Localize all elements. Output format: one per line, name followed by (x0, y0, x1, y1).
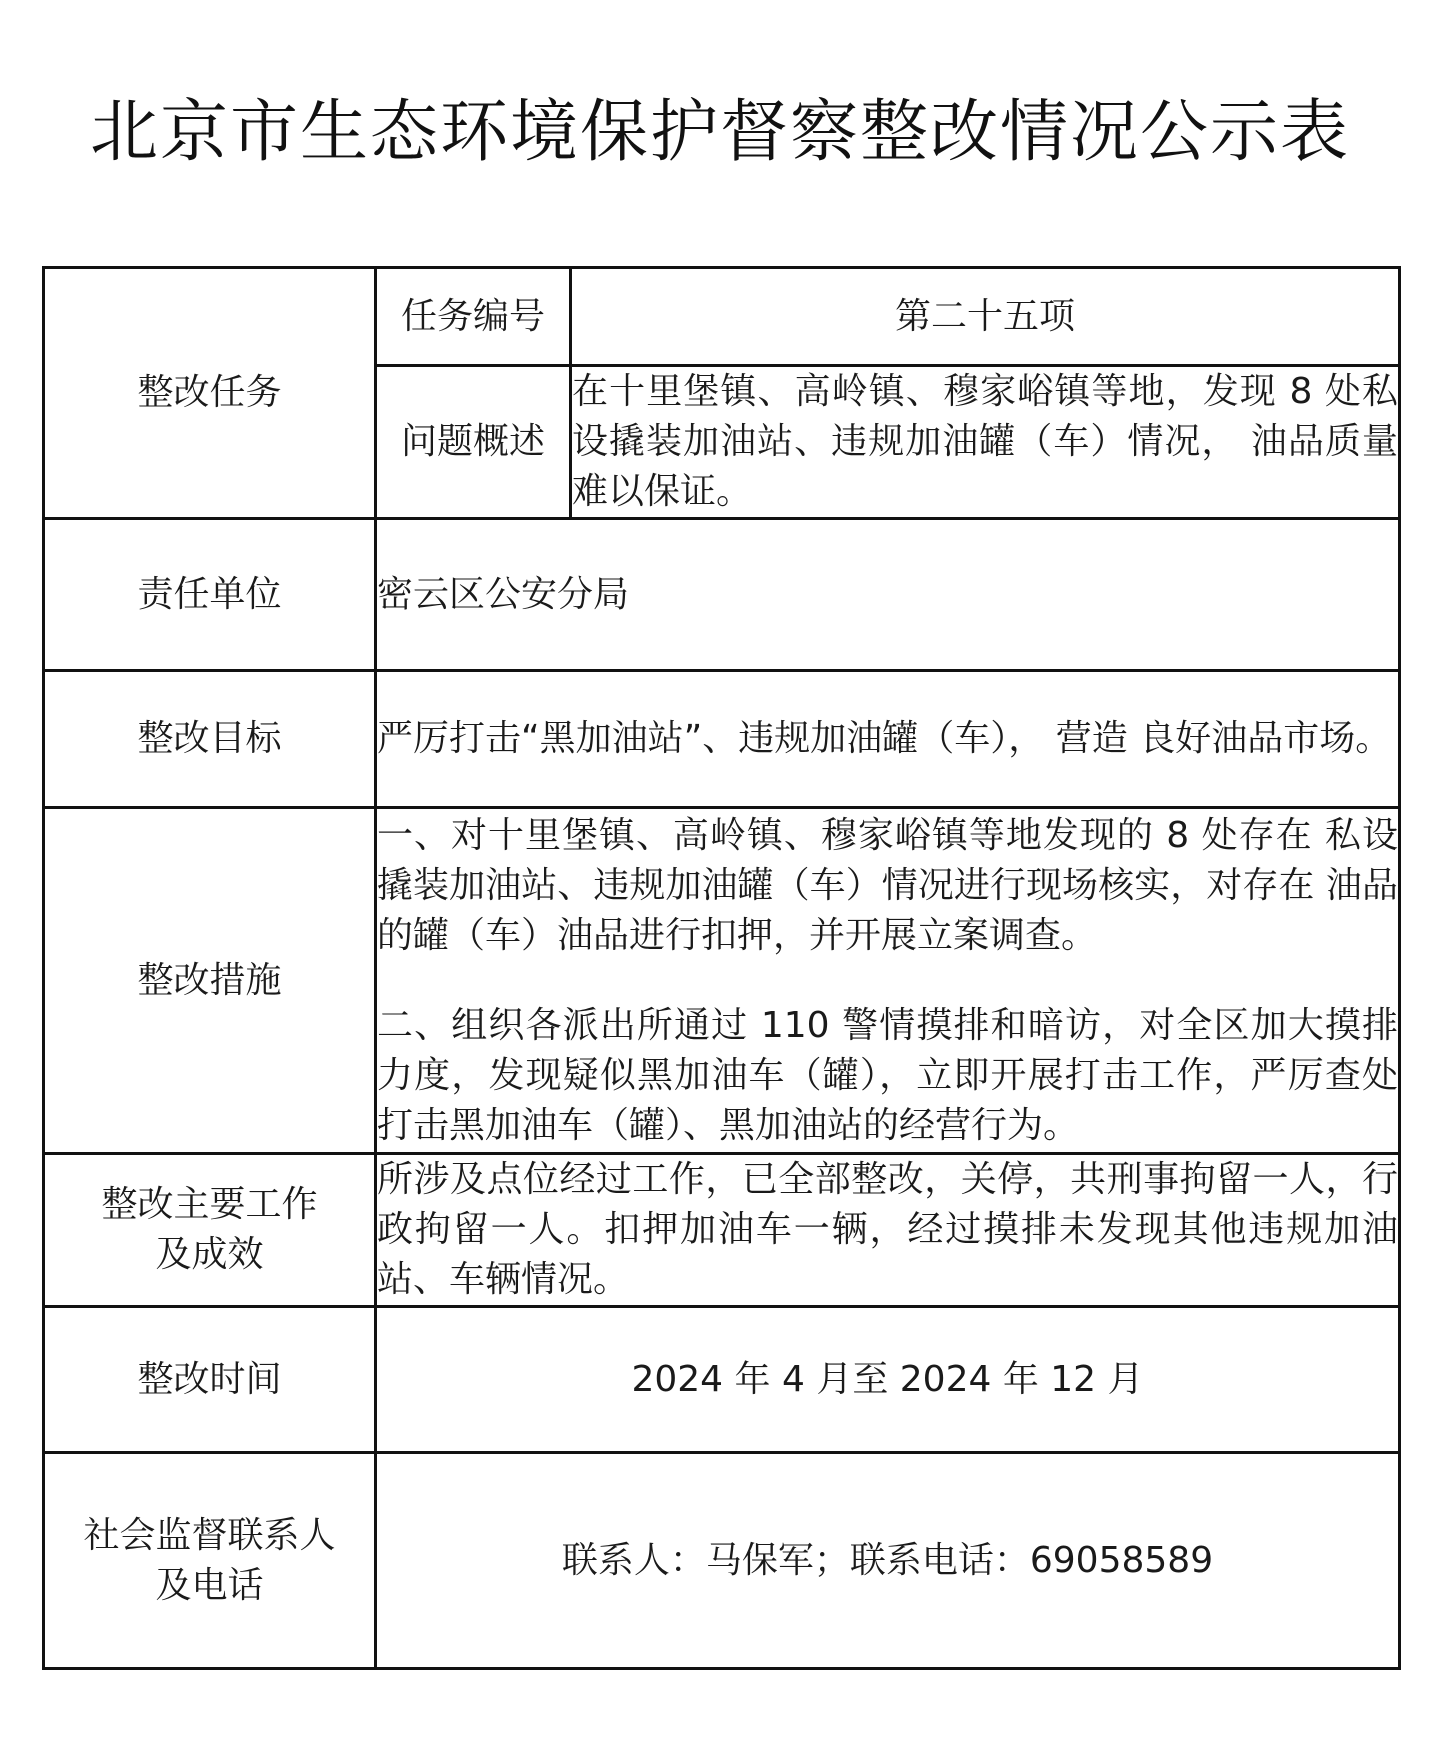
task-label: 整改任务 (44, 268, 376, 519)
summary-value: 在十里堡镇、高岭镇、穆家峪镇等地，发现 8 处私设撬装加油站、违规加油罐（车）情况， 油品质量难以保证。 (571, 366, 1400, 519)
task-number-value: 第二十五项 (571, 268, 1400, 366)
page-title: 北京市生态环境保护督察整改情况公示表 (89, 93, 1350, 172)
results-label-line-2: 及成效 (155, 1234, 264, 1275)
table-row-measures (44, 808, 1400, 1154)
table-row-results (44, 1154, 1400, 1307)
unit-value: 密云区公安分局 (376, 519, 1400, 671)
table-row-task-number (44, 268, 1400, 366)
measures-label: 整改措施 (44, 808, 376, 1154)
goal-value: 严厉打击“黑加油站”、违规加油罐（车）， 营造 良好油品市场。 (376, 671, 1400, 808)
results-label (44, 1154, 376, 1307)
results-label-line-1: 整改主要工作 (101, 1184, 318, 1225)
measures-value (376, 808, 1400, 1154)
measures-paragraph-2: 二、组织各派出所通过 110 警情摸排和暗访，对全区加大摸排力度，发现疑似黑加油车（罐），立即开展打击工作，严厉查处打击黑加油车（罐）、黑加油站的经营行为。 (377, 1004, 1398, 1146)
summary-label: 问题概述 (376, 366, 571, 519)
table-row-time (44, 1307, 1400, 1453)
goal-label: 整改目标 (44, 671, 376, 808)
table-row-contact (44, 1453, 1400, 1669)
disclosure-table (42, 266, 1401, 1670)
unit-label: 责任单位 (44, 519, 376, 671)
time-value: 2024 年 4 月至 2024 年 12 月 (376, 1307, 1400, 1453)
table-row-unit (44, 519, 1400, 671)
contact-label-line-1: 社会监督联系人 (83, 1514, 336, 1556)
task-number-label: 任务编号 (376, 268, 571, 366)
time-label: 整改时间 (44, 1307, 376, 1453)
contact-label-line-2: 及电话 (155, 1564, 264, 1606)
results-value: 所涉及点位经过工作，已全部整改，关停，共刑事拘留一人，行政拘留一人。扣押加油车一辆，经过摸排未发现其他违规加油站、车辆情况。 (376, 1154, 1400, 1307)
table-row-goal (44, 671, 1400, 808)
contact-label (44, 1453, 376, 1669)
contact-value: 联系人：马保军；联系电话：69058589 (376, 1453, 1400, 1669)
measures-paragraph-1: 一、对十里堡镇、高岭镇、穆家峪镇等地发现的 8 处存在 私设撬装加油站、违规加油罐（车）情况进行现场核实，对存在 油品的罐（车）油品进行扣押，并开展立案调查。 (377, 814, 1398, 956)
